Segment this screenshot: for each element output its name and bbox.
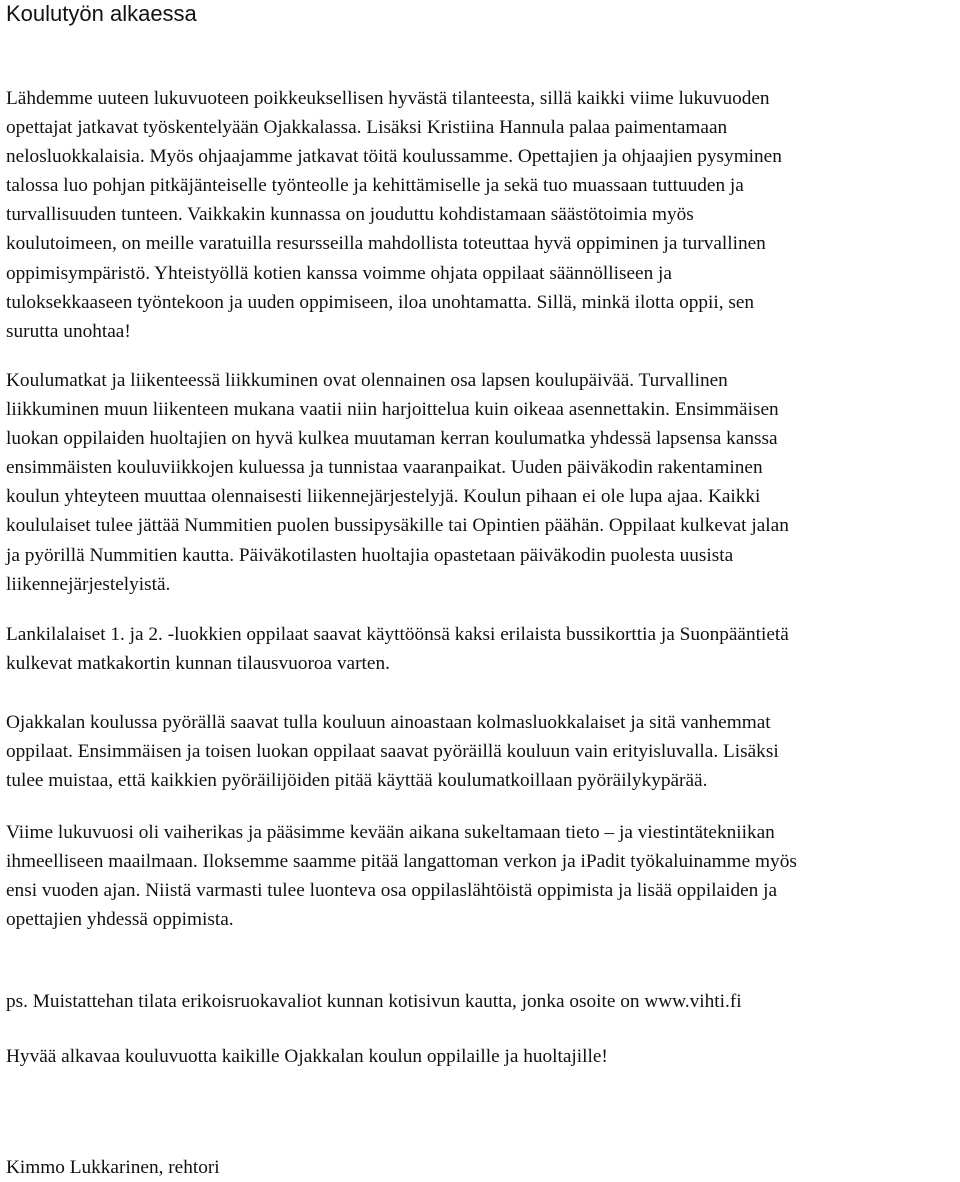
paragraph-greeting [6, 1042, 956, 1071]
text-line: Viime lukuvuosi oli vaiherikas ja pääsimme kevään aikana sukeltamaan tieto – ja viestintätekniikan [6, 822, 775, 843]
paragraph-traffic [6, 366, 956, 599]
paragraph-bus-cards [6, 620, 956, 678]
text-line: Lankilalaiset 1. ja 2. -luokkien oppilaat saavat käyttöönsä kaksi erilaista bussikorttia ja Suonpääntietä [6, 624, 789, 645]
page-title: Koulutyön alkaessa [6, 1, 197, 26]
text-line: ja pyörillä Nummitien kautta. Päiväkotilasten huoltajia opastetaan päiväkodin puolesta uusista [6, 544, 734, 566]
text-line: koulun yhteyteen muuttaa olennaisesti liikennejärjestelyjä. Koulun pihaan ei ole lupa ajaa. Kaikki [6, 486, 761, 508]
text-line: opettajat jatkavat työskentelyään Ojakkalassa. Lisäksi Kristiina Hannula palaa paimentamaan [6, 117, 728, 139]
signature [6, 1153, 956, 1182]
text-line: Lähdemme uuteen lukuvuoteen poikkeuksellisen hyvästä tilanteesta, sillä kaikki viime lukuvuoden [6, 88, 770, 109]
text-line: Hyvää alkavaa kouluvuotta kaikille Ojakkalan koulun oppilaille ja huoltajille! [6, 1046, 608, 1067]
text-line: ps. Muistattehan tilata erikoisruokavaliot kunnan kotisivun kautta, jonka osoite on www.vihti.fi [6, 991, 742, 1012]
text-line: ensi vuoden ajan. Niistä varmasti tulee luonteva osa oppilaslähtöistä oppimista ja lisää oppilaiden ja [6, 880, 778, 902]
text-line: oppimisympäristö. Yhteistyöllä kotien kanssa voimme ohjata oppilaat säännölliseen ja [6, 262, 672, 284]
paragraph-cycling [6, 708, 956, 795]
text-line: Ojakkalan koulussa pyörällä saavat tulla kouluun ainoastaan kolmasluokkalaiset ja sitä vanhemmat [6, 712, 771, 733]
text-line: tulee muistaa, että kaikkien pyöräilijöiden pitää käyttää koulumatkoillaan pyöräilykypärää. [6, 770, 708, 792]
text-line: luokan oppilaiden huoltajien on hyvä kulkea muutaman kerran koulumatka yhdessä lapsensa kanssa [6, 428, 778, 450]
text-line: koulutoimeen, on meille varatuilla resursseilla mahdollista toteuttaa hyvä oppiminen ja turvallinen [6, 233, 766, 255]
text-line: talossa luo pohjan pitkäjänteiselle työnteolle ja kehittämiselle ja sekä tuo muassaan tuttuuden ja [6, 175, 744, 197]
signature-text: Kimmo Lukkarinen, rehtori [6, 1157, 220, 1178]
paragraph-diet-note [6, 987, 956, 1016]
text-line: opettajien yhdessä oppimista. [6, 909, 234, 931]
text-line: oppilaat. Ensimmäisen ja toisen luokan oppilaat saavat pyöräillä kouluun vain erityisluvalla. Lisäksi [6, 741, 779, 763]
text-line: tuloksekkaaseen työntekoon ja uuden oppimiseen, iloa unohtamatta. Sillä, minkä ilotta oppii, sen [6, 291, 755, 313]
text-line: nelosluokkalaisia. Myös ohjaajamme jatkavat töitä koulussamme. Opettajien ja ohjaajien pysyminen [6, 146, 782, 168]
text-line: kulkevat matkakortin kunnan tilausvuoroa varten. [6, 653, 390, 675]
text-line: surutta unohtaa! [6, 320, 131, 342]
paragraph-technology [6, 818, 956, 934]
text-line: Koulumatkat ja liikenteessä liikkuminen ovat olennainen osa lapsen koulupäivää. Turvallinen [6, 370, 728, 391]
text-line: ensimmäisten kouluviikkojen kuluessa ja tunnistaa vaaranpaikat. Uuden päiväkodin rakentaminen [6, 457, 763, 479]
text-line: koululaiset tulee jättää Nummitien puolen bussipysäkille tai Opintien päähän. Oppilaat kulkevat jalan [6, 515, 789, 537]
text-line: liikennejärjestelyistä. [6, 573, 171, 595]
text-line: liikkuminen muun liikenteen mukana vaatii niin harjoittelua kuin oikeaa asennettakin. Ensimmäisen [6, 399, 779, 421]
text-line: ihmeelliseen maailmaan. Iloksemme saamme pitää langattoman verkon ja iPadit työkaluinamme myös [6, 851, 797, 873]
text-line: turvallisuuden tunteen. Vaikkakin kunnassa on jouduttu kohdistamaan säästötoimia myös [6, 204, 694, 226]
paragraph-staff [6, 84, 956, 346]
